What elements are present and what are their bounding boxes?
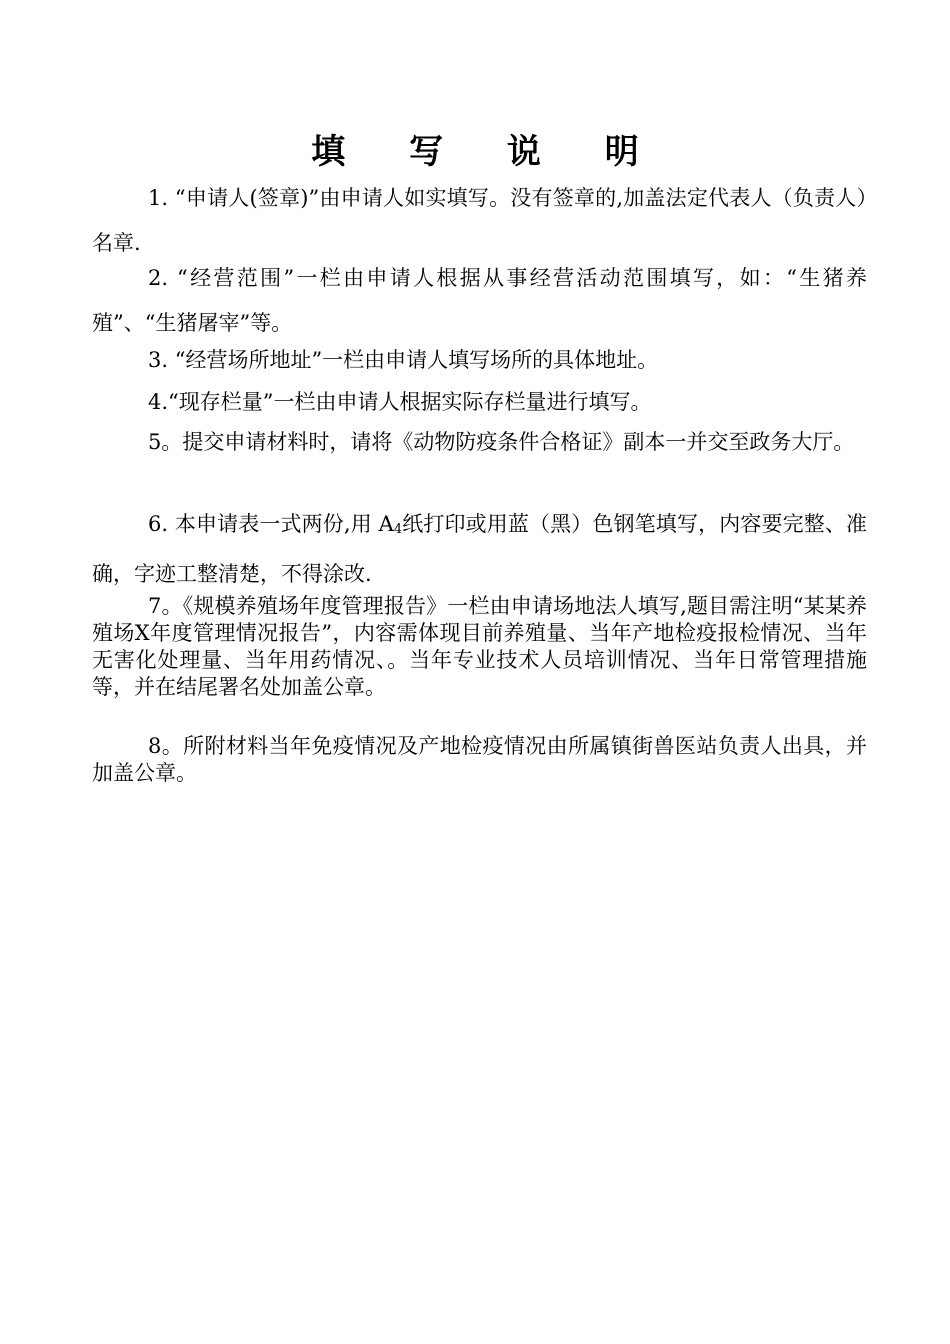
- instruction-item-7: 7。《规模养殖场年度管理报告》一栏由申请场地法人填写,题目需注明“某某养殖场X年度管理情况报告”，内容需体现目前养殖量、当年产地检疫报检情况、当年无害化处理量、当年用药情况、。当年专业技术人员培训情况、当年日常管理措施等，并在结尾署名处加盖公章。: [92, 594, 867, 699]
- instruction-item-1: 1. “申请人(签章)”由申请人如实填写。没有签章的,加盖法定代表人（负责人）名章.: [92, 186, 867, 255]
- instruction-item-2: 2. “经营范围”一栏由申请人根据从事经营活动范围填写，如：“生猪养殖”、“生猪屠宰”等。: [92, 266, 867, 335]
- instruction-item-4: 4.“现存栏量”一栏由申请人根据实际存栏量进行填写。: [148, 390, 652, 414]
- page-title: 填 写 说 明: [311, 132, 665, 172]
- instruction-item-6-text-before: 6. 本申请表一式两份,用 A: [148, 512, 394, 536]
- instruction-item-6-text-after: 纸打印或用蓝（黑）色钢笔填写，内容要完整、准确，字迹工整清楚，不得涂改.: [92, 512, 867, 586]
- instruction-item-8: 8。所附材料当年免疫情况及产地检疫情况由所属镇街兽医站负责人出具，并加盖公章。: [92, 734, 867, 785]
- instruction-item-6-subscript: 4: [393, 522, 403, 537]
- instruction-item-6: [92, 502, 867, 597]
- instruction-item-3: 3. “经营场所地址”一栏由申请人填写场所的具体地址。: [148, 348, 659, 372]
- instruction-item-5: 5。提交申请材料时，请将《动物防疫条件合格证》副本一并交至政务大厅。: [148, 430, 855, 454]
